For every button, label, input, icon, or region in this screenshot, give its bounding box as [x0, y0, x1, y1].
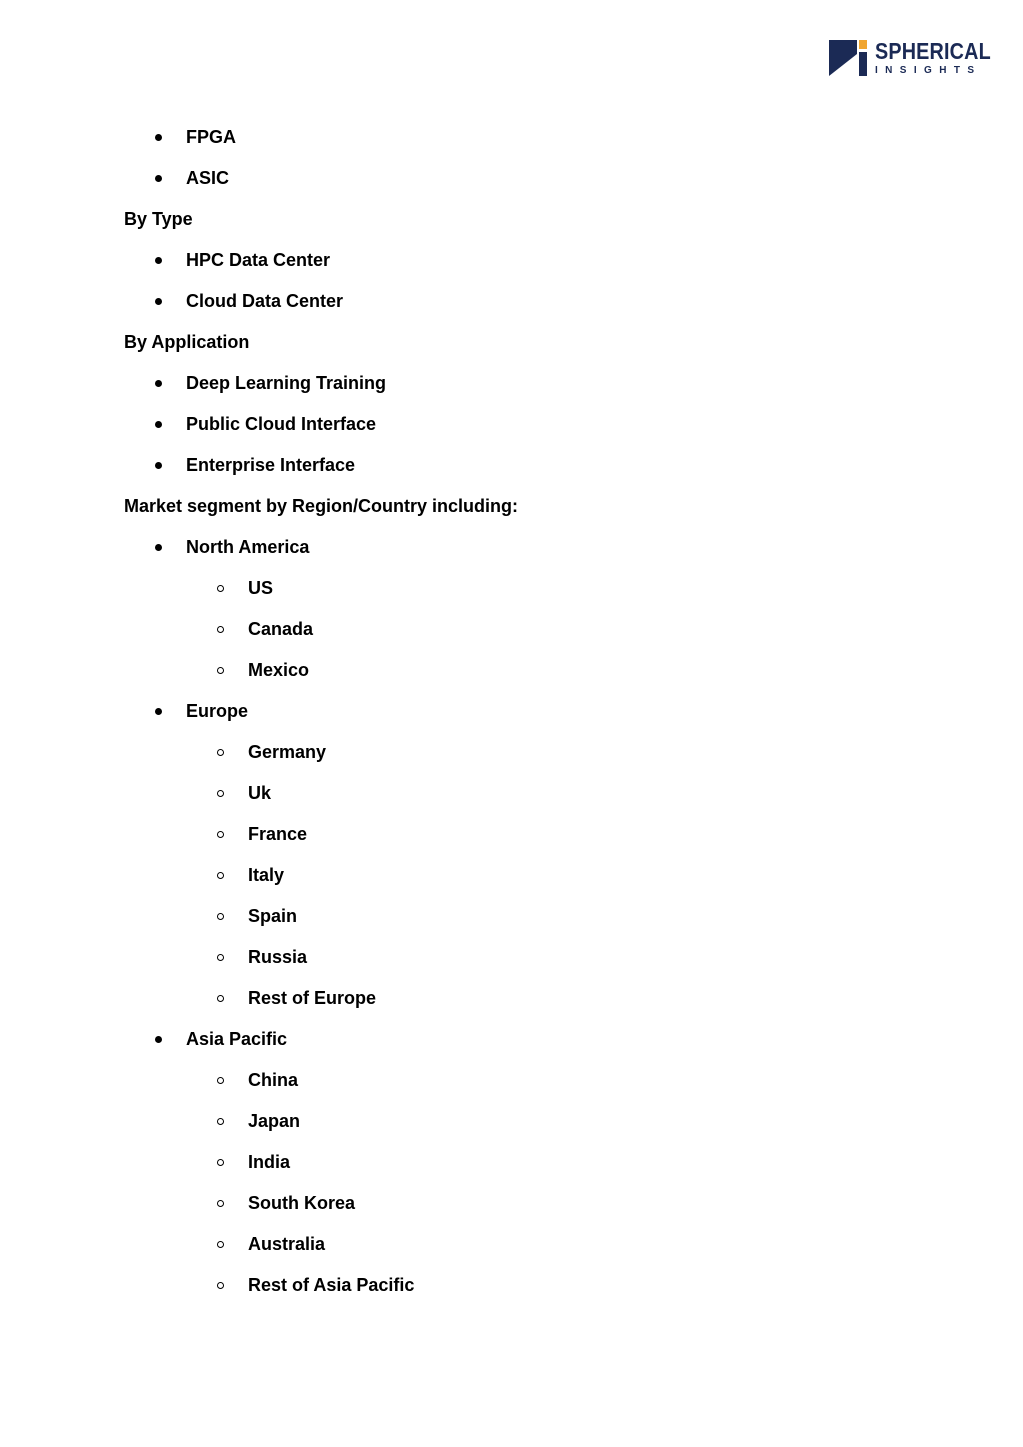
country-item: Italy	[248, 865, 285, 885]
bullet-icon	[155, 298, 162, 305]
bullet-icon	[155, 257, 162, 264]
sub-bullet-icon	[217, 1159, 224, 1166]
bullet-icon	[155, 544, 162, 551]
country-item: France	[248, 824, 308, 844]
logo-name: SPHERICAL	[875, 38, 991, 64]
bullet-icon	[155, 380, 162, 387]
country-item: Uk	[248, 783, 272, 803]
logo-mark-icon	[829, 40, 869, 76]
country-item: Russia	[248, 947, 308, 967]
list-item: Public Cloud Interface	[186, 414, 377, 434]
sub-bullet-icon	[217, 1118, 224, 1125]
list-item: FPGA	[186, 127, 237, 147]
sub-bullet-icon	[217, 1241, 224, 1248]
country-item: Canada	[248, 619, 314, 639]
country-item: Rest of Europe	[248, 988, 377, 1008]
country-item: South Korea	[248, 1193, 356, 1213]
section-heading-by-type: By Type	[124, 209, 193, 229]
bullet-icon	[155, 462, 162, 469]
section-heading-by-application: By Application	[124, 332, 250, 352]
list-item: Cloud Data Center	[186, 291, 344, 311]
sub-bullet-icon	[217, 1282, 224, 1289]
list-item: Deep Learning Training	[186, 373, 387, 393]
section-heading-regions: Market segment by Region/Country including:	[124, 496, 519, 516]
country-item: Australia	[248, 1234, 326, 1254]
bullet-icon	[155, 421, 162, 428]
logo-subtitle: INSIGHTS	[875, 65, 982, 76]
sub-bullet-icon	[217, 749, 224, 756]
country-item: China	[248, 1070, 299, 1090]
country-item: Mexico	[248, 660, 310, 680]
list-item: Enterprise Interface	[186, 455, 356, 475]
region-north-america: North America	[186, 537, 310, 557]
sub-bullet-icon	[217, 954, 224, 961]
sub-bullet-icon	[217, 1200, 224, 1207]
bullet-icon	[155, 708, 162, 715]
list-item: HPC Data Center	[186, 250, 331, 270]
country-item: Rest of Asia Pacific	[248, 1275, 415, 1295]
sub-bullet-icon	[217, 913, 224, 920]
bullet-icon	[155, 1036, 162, 1043]
country-item: Spain	[248, 906, 298, 926]
country-item: US	[248, 578, 274, 598]
country-item: Germany	[248, 742, 327, 762]
region-europe: Europe	[186, 701, 249, 721]
list-item: ASIC	[186, 168, 230, 188]
bullet-icon	[155, 175, 162, 182]
sub-bullet-icon	[217, 667, 224, 674]
sub-bullet-icon	[217, 790, 224, 797]
spherical-insights-logo	[829, 38, 994, 78]
sub-bullet-icon	[217, 1077, 224, 1084]
region-asia-pacific: Asia Pacific	[186, 1029, 288, 1049]
sub-bullet-icon	[217, 872, 224, 879]
sub-bullet-icon	[217, 995, 224, 1002]
country-item: India	[248, 1152, 291, 1172]
country-item: Japan	[248, 1111, 301, 1131]
sub-bullet-icon	[217, 585, 224, 592]
sub-bullet-icon	[217, 626, 224, 633]
bullet-icon	[155, 134, 162, 141]
sub-bullet-icon	[217, 831, 224, 838]
